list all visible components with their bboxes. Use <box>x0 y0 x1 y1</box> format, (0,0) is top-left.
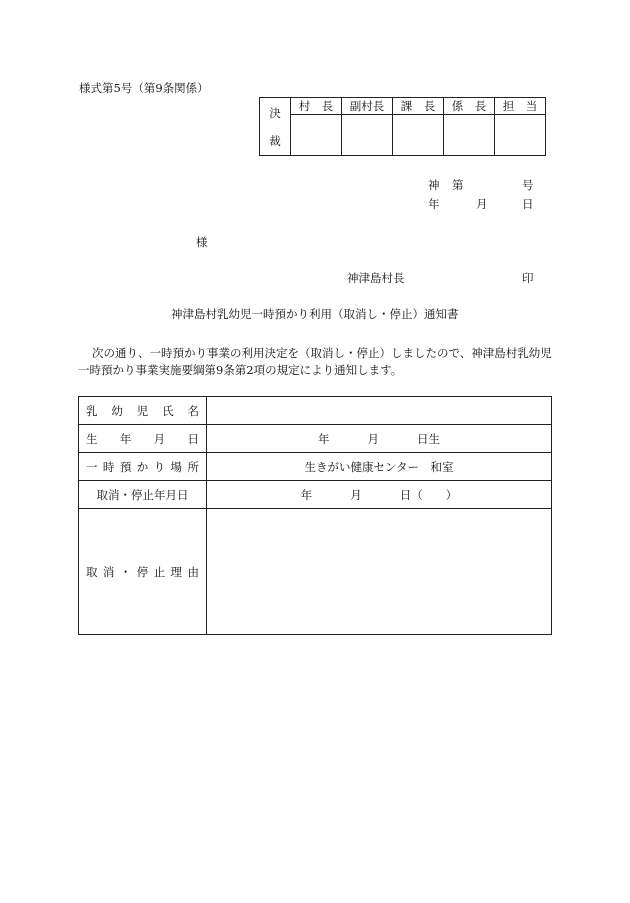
label-char: 時 <box>102 459 115 474</box>
issuer-name: 神津島村長 <box>347 271 405 285</box>
table-row <box>79 425 552 453</box>
approval-role: 副村長 <box>342 98 393 115</box>
label-char: か <box>136 459 149 474</box>
addressee-sama: 様 <box>196 235 208 249</box>
value-cancel-reason <box>207 509 552 635</box>
label-location <box>79 453 207 481</box>
table-row <box>79 453 552 481</box>
date-day: 日 <box>522 197 534 211</box>
form-number: 様式第5号（第9条関係） <box>79 81 209 95</box>
approval-side-label <box>260 98 291 156</box>
value-cancel-date <box>207 481 552 509</box>
body-line-1: 次の通り、一時預かり事業の利用決定を（取消し・停止）しましたので、神津島村乳幼児 <box>92 346 552 360</box>
label-char: 消 <box>102 564 115 579</box>
date-year: 年 <box>428 197 440 211</box>
date-part: 年 <box>318 431 330 446</box>
label-char: 児 <box>136 403 149 418</box>
approval-stamp-cell <box>393 115 444 156</box>
label-char: 月 <box>153 431 166 446</box>
date-part: 月 <box>350 487 362 502</box>
approval-stamp-cell <box>495 115 546 156</box>
label-char: 年 <box>119 431 132 446</box>
value-location: 生きがい健康センター 和室 <box>207 453 552 481</box>
label-char: ・ <box>119 564 132 579</box>
label-char: 名 <box>187 403 199 418</box>
doc-number-prefix: 神 <box>428 178 440 192</box>
date-part: 年 <box>300 487 313 502</box>
label-char: り <box>153 459 166 474</box>
label-child-name <box>79 397 207 425</box>
label-char: 一 <box>86 459 98 474</box>
table-row <box>79 509 552 635</box>
label-char: 幼 <box>111 403 123 418</box>
approval-side-char: 決 <box>269 105 281 120</box>
label-char: 由 <box>187 564 199 579</box>
issuer-seal: 印 <box>522 271 534 285</box>
label-char: 氏 <box>162 403 174 418</box>
label-char: 場 <box>170 459 183 474</box>
body-line-2: 一時預かり事業実施要綱第9条第2項の規定により通知します。 <box>78 363 403 377</box>
approval-side-char: 裁 <box>269 133 281 148</box>
label-char: 生 <box>86 431 98 446</box>
approval-stamp-cell <box>291 115 342 156</box>
approval-stamp-cell <box>444 115 495 156</box>
label-cancel-reason <box>79 509 207 635</box>
info-table <box>78 396 552 635</box>
label-char: 止 <box>153 564 166 579</box>
approval-role: 担 当 <box>495 98 546 115</box>
doc-number-dai: 第 <box>452 178 464 192</box>
value-birthdate <box>207 425 552 453</box>
label-char: 預 <box>119 459 132 474</box>
label-birthdate <box>79 425 207 453</box>
label-char: 停 <box>136 564 149 579</box>
document-title: 神津島村乳幼児一時預かり利用（取消し・停止）通知書 <box>171 307 459 321</box>
approval-box <box>259 97 546 156</box>
date-part: 月 <box>367 431 379 446</box>
date-month: 月 <box>476 197 488 211</box>
approval-stamp-cell <box>342 115 393 156</box>
label-char: 理 <box>170 564 183 579</box>
label-char: 日 <box>187 431 199 446</box>
doc-number-go: 号 <box>522 178 534 192</box>
label-char: 取 <box>86 564 98 579</box>
approval-role: 係 長 <box>444 98 495 115</box>
table-row <box>79 397 552 425</box>
label-char: 所 <box>187 459 199 474</box>
label-cancel-date: 取消・停止年月日 <box>79 481 207 509</box>
approval-role: 課 長 <box>393 98 444 115</box>
value-child-name <box>207 397 552 425</box>
label-char: 乳 <box>86 403 98 418</box>
approval-role: 村 長 <box>291 98 342 115</box>
date-part: 日生 <box>417 431 440 446</box>
table-row <box>79 481 552 509</box>
date-part: 日（ ） <box>399 487 458 502</box>
